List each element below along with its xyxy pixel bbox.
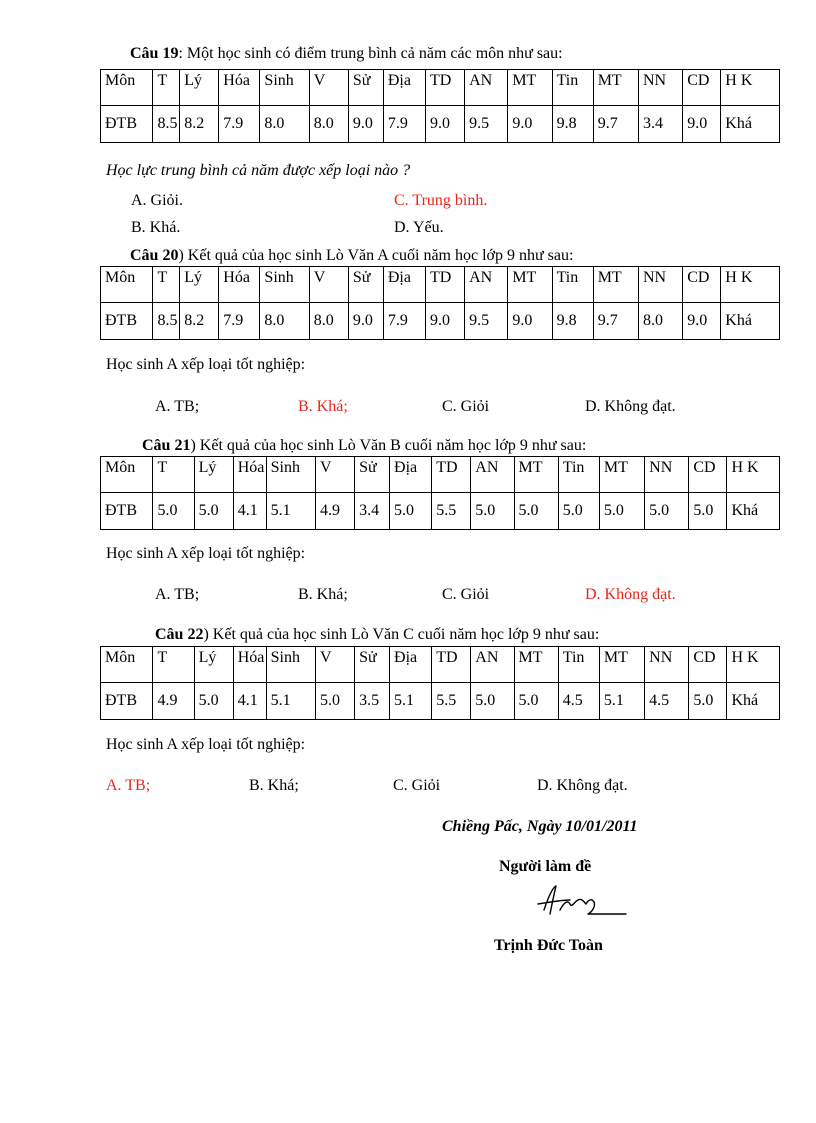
score-cell: 9.7	[593, 303, 638, 340]
table-header-row	[101, 70, 780, 106]
subject-header-cell: TD	[426, 267, 465, 303]
score-cell: 4.1	[233, 683, 266, 720]
subject-header-cell: T	[153, 647, 194, 683]
subject-header-cell: MT	[508, 267, 552, 303]
q21-title: ) Kết quả của học sinh Lò Văn B cuối năm học lớp 9 như sau:	[190, 437, 587, 454]
row-label-cell: ĐTB	[101, 683, 153, 720]
score-cell: 5.0	[194, 493, 233, 530]
subject-header-cell: T	[153, 267, 180, 303]
q21-option-b: B. Khá;	[298, 586, 348, 603]
subject-header-cell: Sử	[355, 457, 390, 493]
score-cell: 5.0	[315, 683, 354, 720]
score-cell: 5.1	[599, 683, 644, 720]
row-label-cell: ĐTB	[101, 493, 153, 530]
signature-icon	[530, 880, 630, 924]
score-cell: 5.0	[689, 493, 727, 530]
score-cell: 8.0	[260, 303, 309, 340]
subject-header-cell: Lý	[194, 647, 233, 683]
q22-question: Học sinh A xếp loại tốt nghiệp:	[106, 736, 306, 753]
q19-table	[100, 69, 780, 143]
q21-option-a: A. TB;	[155, 586, 200, 603]
score-cell: 9.0	[426, 303, 465, 340]
q22-heading	[155, 625, 599, 645]
score-cell: 3.4	[355, 493, 390, 530]
table-score-row	[101, 493, 780, 530]
subject-header-cell: Hóa	[219, 70, 260, 106]
score-cell: 9.0	[348, 303, 383, 340]
subject-header-cell: Sử	[355, 647, 390, 683]
q19-option-a: A. Giỏi.	[131, 192, 183, 209]
q22-option-c: C. Giỏi	[393, 777, 441, 794]
subject-header-cell: CD	[683, 70, 721, 106]
q20-table	[100, 266, 780, 340]
q22-option-a: A. TB;	[106, 777, 151, 794]
score-cell: 5.1	[266, 683, 315, 720]
score-cell: 9.0	[348, 106, 383, 143]
subject-header-cell: CD	[689, 457, 727, 493]
score-cell: 7.9	[383, 303, 425, 340]
subject-header-cell: TD	[432, 647, 471, 683]
table-score-row	[101, 106, 780, 143]
subject-header-cell: MT	[593, 267, 638, 303]
q19-option-d: D. Yếu.	[394, 219, 444, 236]
subject-header-cell: Tin	[558, 457, 599, 493]
q19-label: Câu 19	[130, 45, 179, 62]
subject-header-cell: Sử	[348, 267, 383, 303]
score-cell: Khá	[721, 106, 780, 143]
score-cell: 5.5	[432, 683, 471, 720]
subject-header-cell: MT	[599, 457, 644, 493]
subject-header-cell: AN	[471, 457, 514, 493]
subject-header-cell: Sinh	[266, 647, 315, 683]
score-cell: 9.8	[552, 106, 593, 143]
score-cell: 8.0	[309, 303, 348, 340]
score-cell: Khá	[727, 683, 780, 720]
score-cell: Khá	[727, 493, 780, 530]
subject-header-cell: H K	[727, 457, 780, 493]
score-cell: 4.5	[645, 683, 689, 720]
score-cell: 5.1	[266, 493, 315, 530]
subject-header-cell: Hóa	[233, 647, 266, 683]
score-cell: 9.0	[426, 106, 465, 143]
q20-title: ) Kết quả của học sinh Lò Văn A cuối năm học lớp 9 như sau:	[178, 247, 574, 264]
table-header-row	[101, 647, 780, 683]
row-label-cell: Môn	[101, 70, 153, 106]
row-label-cell: ĐTB	[101, 106, 153, 143]
subject-header-cell: Tin	[552, 70, 593, 106]
row-label-cell: Môn	[101, 267, 153, 303]
score-cell: 8.0	[260, 106, 309, 143]
subject-header-cell: CD	[683, 267, 721, 303]
subject-header-cell: Lý	[194, 457, 233, 493]
subject-header-cell: CD	[689, 647, 727, 683]
q20-question: Học sinh A xếp loại tốt nghiệp:	[106, 356, 306, 373]
subject-header-cell: V	[309, 70, 348, 106]
score-cell: 5.0	[558, 493, 599, 530]
score-cell: 5.0	[153, 493, 194, 530]
score-cell: 7.9	[383, 106, 425, 143]
score-cell: 4.9	[153, 683, 194, 720]
score-cell: 5.0	[471, 493, 514, 530]
subject-header-cell: AN	[465, 70, 508, 106]
q22-label: Câu 22	[155, 626, 204, 643]
score-cell: 3.5	[355, 683, 390, 720]
subject-header-cell: H K	[727, 647, 780, 683]
subject-header-cell: Tin	[552, 267, 593, 303]
subject-header-cell: MT	[593, 70, 638, 106]
subject-header-cell: Tin	[558, 647, 599, 683]
score-cell: 5.0	[689, 683, 727, 720]
score-cell: 5.0	[194, 683, 233, 720]
score-cell: 4.9	[315, 493, 354, 530]
q21-heading	[142, 436, 586, 456]
score-cell: Khá	[721, 303, 780, 340]
table-header-row	[101, 457, 780, 493]
q21-option-c: C. Giỏi	[442, 586, 490, 603]
subject-header-cell: H K	[721, 70, 780, 106]
score-cell: 5.0	[514, 683, 558, 720]
score-cell: 8.2	[180, 303, 219, 340]
score-cell: 9.0	[508, 303, 552, 340]
q21-option-d: D. Không đạt.	[585, 586, 676, 603]
q20-option-b: B. Khá;	[298, 398, 348, 415]
subject-header-cell: V	[315, 647, 354, 683]
table-score-row	[101, 303, 780, 340]
subject-header-cell: NN	[638, 267, 682, 303]
score-cell: 7.9	[219, 106, 260, 143]
score-cell: 5.1	[390, 683, 432, 720]
score-cell: 5.0	[471, 683, 514, 720]
score-cell: 8.0	[638, 303, 682, 340]
score-cell: 9.0	[508, 106, 552, 143]
author-name: Trịnh Đức Toàn	[494, 937, 603, 954]
subject-header-cell: Sinh	[266, 457, 315, 493]
score-cell: 8.5	[153, 106, 180, 143]
subject-header-cell: Địa	[383, 70, 425, 106]
score-cell: 4.5	[558, 683, 599, 720]
subject-header-cell: V	[309, 267, 348, 303]
subject-header-cell: Địa	[390, 647, 432, 683]
subject-header-cell: V	[315, 457, 354, 493]
subject-header-cell: NN	[638, 70, 682, 106]
subject-header-cell: MT	[514, 457, 558, 493]
subject-header-cell: NN	[645, 457, 689, 493]
table-score-row	[101, 683, 780, 720]
score-cell: 4.1	[233, 493, 266, 530]
subject-header-cell: H K	[721, 267, 780, 303]
score-cell: 7.9	[219, 303, 260, 340]
score-cell: 8.2	[180, 106, 219, 143]
subject-header-cell: AN	[471, 647, 514, 683]
score-cell: 8.0	[309, 106, 348, 143]
q20-option-c: C. Giỏi	[442, 398, 490, 415]
subject-header-cell: Lý	[180, 70, 219, 106]
score-cell: 5.0	[390, 493, 432, 530]
subject-header-cell: Địa	[383, 267, 425, 303]
q19-option-b: B. Khá.	[131, 219, 181, 236]
score-cell: 9.8	[552, 303, 593, 340]
table-header-row	[101, 267, 780, 303]
subject-header-cell: NN	[645, 647, 689, 683]
score-cell: 9.0	[683, 106, 721, 143]
q22-option-d: D. Không đạt.	[537, 777, 628, 794]
score-cell: 3.4	[638, 106, 682, 143]
score-cell: 9.5	[465, 303, 508, 340]
subject-header-cell: T	[153, 457, 194, 493]
q19-option-c: C. Trung bình.	[394, 192, 488, 209]
subject-header-cell: Hóa	[233, 457, 266, 493]
q19-title: : Một học sinh có điểm trung bình cả năm các môn như sau:	[178, 45, 563, 62]
q20-label: Câu 20	[130, 247, 179, 264]
score-cell: 9.5	[465, 106, 508, 143]
q20-option-a: A. TB;	[155, 398, 200, 415]
subject-header-cell: MT	[514, 647, 558, 683]
q20-option-d: D. Không đạt.	[585, 398, 676, 415]
q22-option-b: B. Khá;	[249, 777, 299, 794]
subject-header-cell: AN	[465, 267, 508, 303]
score-cell: 5.0	[645, 493, 689, 530]
subject-header-cell: Sinh	[260, 267, 309, 303]
author-role: Người làm đề	[499, 858, 592, 875]
score-cell: 5.0	[599, 493, 644, 530]
score-cell: 5.5	[432, 493, 471, 530]
q20-heading	[130, 246, 573, 266]
subject-header-cell: MT	[599, 647, 644, 683]
subject-header-cell: Sử	[348, 70, 383, 106]
q22-table	[100, 646, 780, 720]
score-cell: 9.0	[683, 303, 721, 340]
subject-header-cell: Sinh	[260, 70, 309, 106]
q19-heading	[130, 44, 563, 64]
subject-header-cell: Lý	[180, 267, 219, 303]
subject-header-cell: MT	[508, 70, 552, 106]
q21-label: Câu 21	[142, 437, 191, 454]
subject-header-cell: Hóa	[219, 267, 260, 303]
subject-header-cell: T	[153, 70, 180, 106]
row-label-cell: ĐTB	[101, 303, 153, 340]
score-cell: 5.0	[514, 493, 558, 530]
row-label-cell: Môn	[101, 647, 153, 683]
q21-table	[100, 456, 780, 530]
score-cell: 9.7	[593, 106, 638, 143]
q22-title: ) Kết quả của học sinh Lò Văn C cuối năm học lớp 9 như sau:	[203, 626, 600, 643]
q19-question: Học lực trung bình cả năm được xếp loại nào ?	[106, 162, 411, 179]
subject-header-cell: TD	[426, 70, 465, 106]
place-date: Chiềng Pấc, Ngày 10/01/2011	[442, 818, 638, 835]
subject-header-cell: TD	[432, 457, 471, 493]
score-cell: 8.5	[153, 303, 180, 340]
subject-header-cell: Địa	[390, 457, 432, 493]
q21-question: Học sinh A xếp loại tốt nghiệp:	[106, 545, 306, 562]
row-label-cell: Môn	[101, 457, 153, 493]
